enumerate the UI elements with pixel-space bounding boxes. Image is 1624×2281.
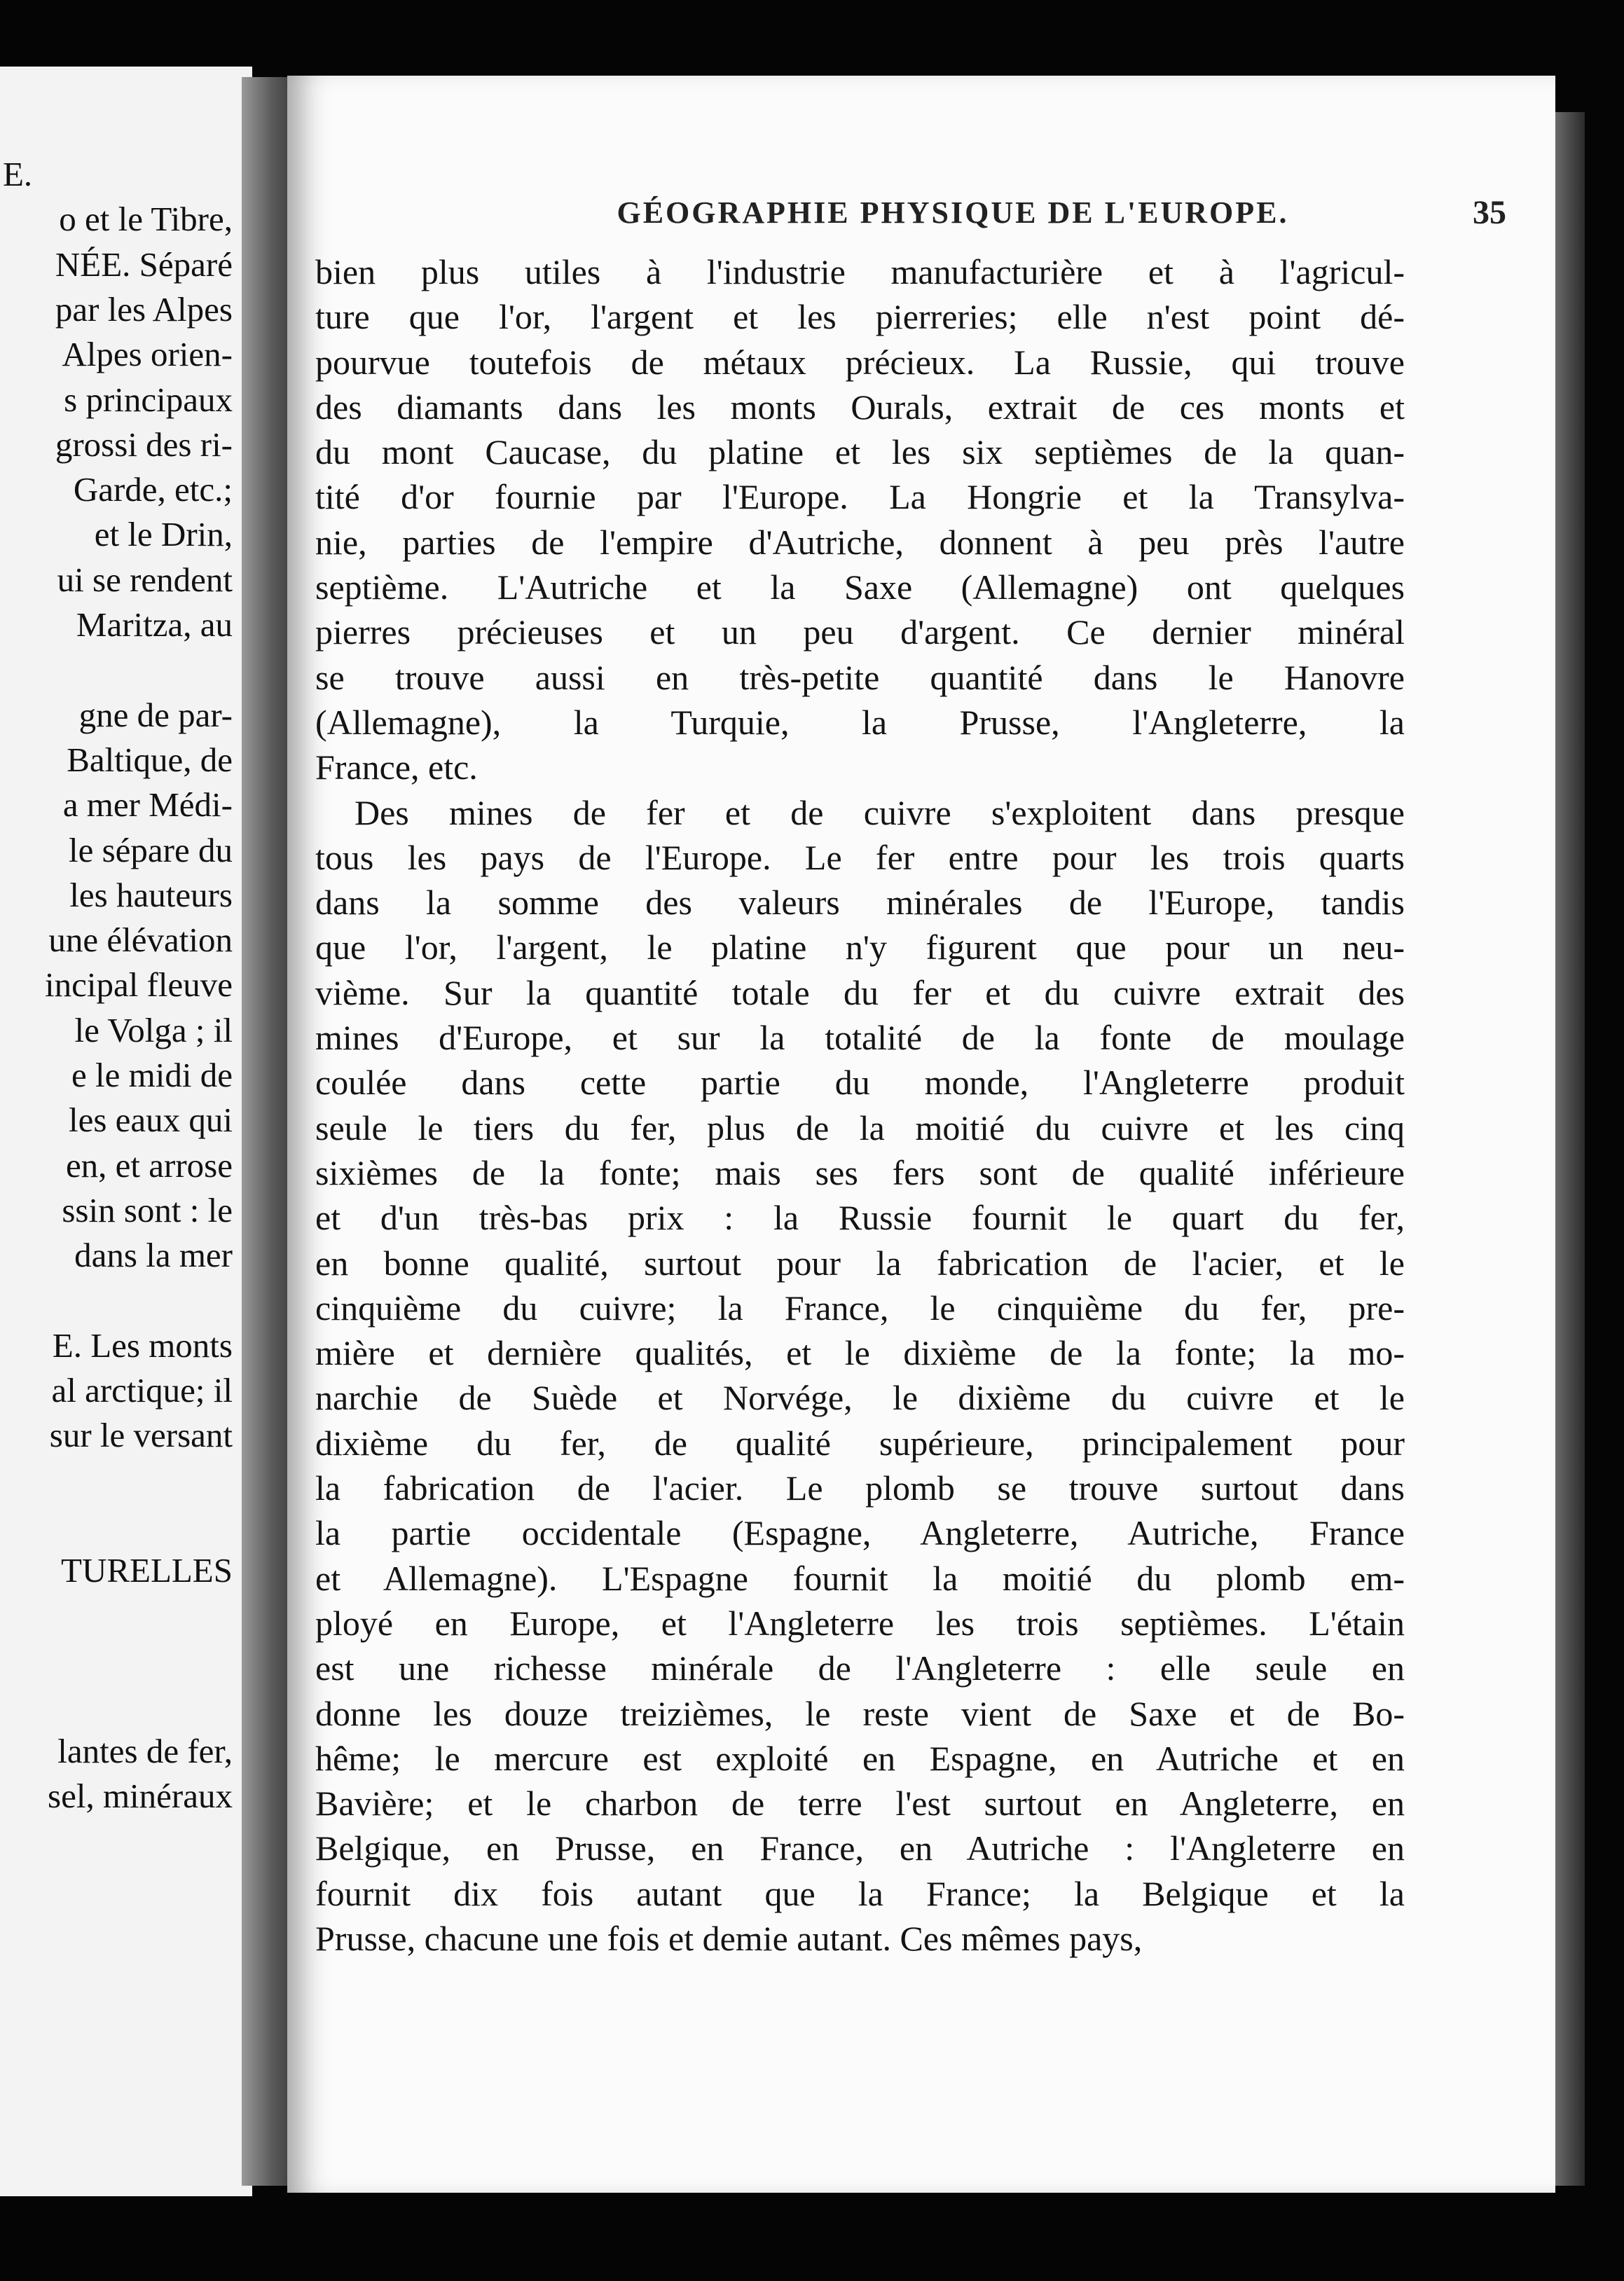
left-page-line: al arctique; il — [51, 1371, 233, 1410]
body-line: tous les pays de l'Europe. Le fer entre pour les trois quarts — [315, 837, 1405, 877]
left-page-line: incipal fleuve — [44, 965, 233, 1005]
body-line: du mont Caucase, du platine et les six septièmes de la quan- — [315, 432, 1405, 472]
left-page — [0, 67, 252, 2196]
left-page-line: par les Alpes — [55, 289, 233, 329]
running-title: GÉOGRAPHIE PHYSIQUE DE L'EUROPE. — [617, 195, 1289, 230]
page-number: 35 — [1473, 194, 1506, 231]
page-header — [497, 185, 1506, 241]
left-page-line: Garde, etc.; — [73, 470, 233, 509]
body-line: France, etc. — [315, 747, 478, 787]
left-page-line: et le Drin, — [94, 515, 233, 554]
body-line: la partie occidentale (Espagne, Angleterre, Autriche, France — [315, 1513, 1405, 1553]
body-line: Bavière; et le charbon de terre l'est surtout en Angleterre, en — [315, 1784, 1405, 1824]
body-line: Des mines de fer et de cuivre s'exploitent dans presque — [355, 792, 1405, 832]
body-text — [315, 249, 1405, 1961]
left-page-line: s principaux — [64, 380, 233, 419]
body-line: la fabrication de l'acier. Le plomb se trouve surtout dans — [315, 1468, 1405, 1508]
body-line: des diamants dans les monts Ourals, extrait de ces monts et — [315, 387, 1405, 427]
left-page-line: dans la mer — [74, 1236, 233, 1275]
body-line: Prusse, chacune une fois et demie autant. Ces mêmes pays, — [315, 1918, 1143, 1958]
body-line: hême; le mercure est exploité en Espagne, en Autriche et en — [315, 1738, 1405, 1778]
body-line: septième. L'Autriche et la Saxe (Allemagne) ont quelques — [315, 567, 1405, 607]
left-page-line: en, et arrose — [65, 1145, 233, 1185]
body-line: Belgique, en Prusse, en France, en Autriche : l'Angleterre en — [315, 1828, 1405, 1868]
body-line: est une richesse minérale de l'Angleterre : elle seule en — [315, 1648, 1405, 1688]
body-line: ployé en Europe, et l'Angleterre les trois septièmes. L'étain — [315, 1603, 1405, 1643]
body-line: sixièmes de la fonte; mais ses fers sont de qualité inférieure — [315, 1152, 1405, 1192]
body-line: nie, parties de l'empire d'Autriche, donnent à peu près l'autre — [315, 522, 1405, 562]
body-line: donne les douze treizièmes, le reste vient de Saxe et de Bo- — [315, 1693, 1405, 1733]
left-page-line: E. — [3, 155, 33, 193]
left-page-line: les eaux qui — [68, 1101, 233, 1140]
left-page-line: sur le versant — [49, 1416, 233, 1455]
left-page-line: le sépare du — [69, 830, 233, 869]
body-line: cinquième du cuivre; la France, le cinquième du fer, pre- — [315, 1288, 1405, 1328]
body-line: se trouve aussi en très-petite quantité dans le Hanovre — [315, 657, 1405, 697]
body-line: pierres précieuses et un peu d'argent. Ce dernier minéral — [315, 612, 1405, 652]
body-line: vième. Sur la quantité totale du fer et du cuivre extrait des — [315, 972, 1405, 1012]
left-page-line: o et le Tibre, — [59, 200, 233, 239]
main-page — [287, 76, 1555, 2193]
left-page-line: Baltique, de — [67, 740, 233, 779]
left-page-line: lantes de fer, — [57, 1731, 233, 1770]
body-line: seule le tiers du fer, plus de la moitié du cuivre et les cinq — [315, 1108, 1405, 1148]
left-page-line: Maritza, au — [76, 605, 233, 644]
body-line: mière et dernière qualités, et le dixième de la fonte; la mo- — [315, 1333, 1405, 1373]
body-line: et Allemagne). L'Espagne fournit la moitié du plomb em- — [315, 1558, 1405, 1598]
left-page-line: ui se rendent — [57, 560, 233, 599]
body-line: fournit dix fois autant que la France; la Belgique et la — [315, 1873, 1405, 1913]
left-page-line: les hauteurs — [69, 875, 233, 914]
body-line: pourvue toutefois de métaux précieux. La Russie, qui trouve — [315, 342, 1405, 382]
left-page-line: Alpes orien- — [62, 335, 233, 374]
left-page-line: le Volga ; il — [74, 1010, 233, 1049]
body-line: que l'or, l'argent, le platine n'y figurent que pour un neu- — [315, 928, 1405, 967]
left-page-line: E. Les monts — [52, 1325, 233, 1365]
body-line: coulée dans cette partie du monde, l'Angleterre produit — [315, 1063, 1405, 1103]
body-line: et d'un très-bas prix : la Russie fournit le quart du fer, — [315, 1198, 1405, 1238]
left-page-line: grossi des ri- — [55, 425, 233, 464]
left-page-line: ssin sont : le — [62, 1190, 233, 1229]
left-page-line: e le midi de — [71, 1056, 233, 1094]
body-line: ture que l'or, l'argent et les pierreries; elle n'est point dé- — [315, 297, 1405, 337]
body-line: en bonne qualité, surtout pour la fabrication de l'acier, et le — [315, 1243, 1405, 1283]
body-line: dixième du fer, de qualité supérieure, principalement pour — [315, 1423, 1405, 1463]
body-line: bien plus utiles à l'industrie manufacturière et à l'agricul- — [315, 252, 1405, 291]
body-line: (Allemagne), la Turquie, la Prusse, l'Angleterre, la — [315, 702, 1405, 742]
left-page-line: gne de par- — [78, 695, 233, 734]
left-page-line: NÉE. Séparé — [55, 244, 233, 284]
body-line: narchie de Suède et Norvége, le dixième du cuivre et le — [315, 1378, 1405, 1418]
body-line: tité d'or fournie par l'Europe. La Hongrie et la Transylva- — [315, 477, 1405, 517]
left-page-line: sel, minéraux — [48, 1776, 233, 1815]
page-edge — [1555, 112, 1585, 2186]
left-page-line: une élévation — [48, 921, 233, 960]
body-line: dans la somme des valeurs minérales de l'Europe, tandis — [315, 883, 1405, 923]
left-page-line: a mer Médi- — [62, 785, 233, 825]
body-line: mines d'Europe, et sur la totalité de la fonte de moulage — [315, 1018, 1405, 1058]
left-page-line: TURELLES — [61, 1551, 233, 1590]
